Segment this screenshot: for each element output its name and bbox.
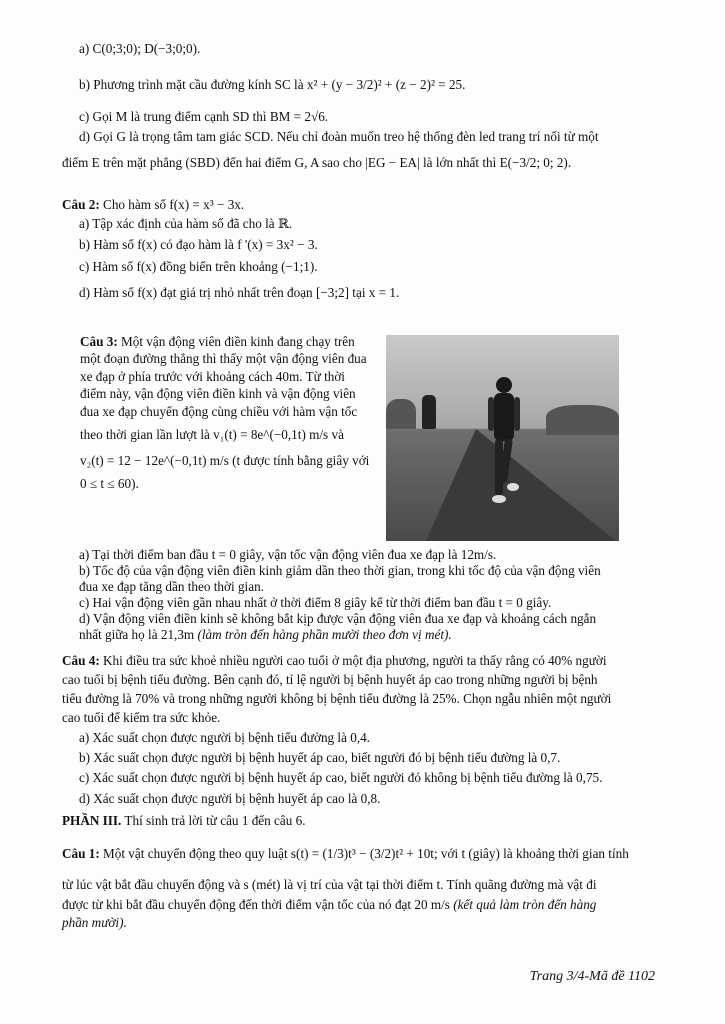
p3q1-line1: Câu 1: Một vật chuyển động theo quy luật s(t) = (1/3)t³ − (3/2)t² + 10t; với t (giây) là khoảng thời gian tính	[62, 846, 629, 861]
q3-stem	[80, 333, 385, 492]
q3-label: Câu 3:	[80, 334, 118, 349]
q1-option-b: b) Phương trình mặt cầu đường kính SC là x² + (y − 3/2)² + (z − 2)² = 25.	[79, 77, 466, 92]
q2-option-b: b) Hàm số f(x) có đạo hàm là f '(x) = 3x² − 3.	[79, 237, 318, 252]
page-footer: Trang 3/4-Mã đề 1102	[529, 969, 655, 984]
q2-option-d: d) Hàm số f(x) đạt giá trị nhỏ nhất trên đoạn [−3;2] tại x = 1.	[79, 285, 400, 300]
q4-option-d: d) Xác suất chọn được người bị bệnh huyết áp cao là 0,8.	[79, 791, 381, 806]
q3-option-d-line2: nhất giữa họ là 21,3m (làm tròn đến hàng phần mười theo đơn vị mét).	[79, 627, 452, 642]
runner-figure	[486, 375, 522, 515]
p3q1-line2: từ lúc vật bắt đầu chuyển động và s (mét) là vị trí của vật tại thời điểm t. Tính quãng đường mà vật đi	[62, 877, 597, 892]
q3-stem-line2: một đoạn đường thẳng thì thấy một vận động viên đua	[80, 351, 367, 367]
q4-option-c: c) Xác suất chọn được người bị bệnh huyết áp cao, biết người đó không bị bệnh tiểu đường là 0,75.	[79, 770, 603, 785]
q1-option-d-line2: điểm E trên mặt phẳng (SBD) đến hai điểm G, A sao cho |EG − EA| là lớn nhất thì E(−3/2; 0; 2).	[62, 155, 572, 170]
q4-stem-line4: cao tuổi để kiểm tra sức khỏe.	[62, 710, 221, 725]
q3-option-a: a) Tại thời điểm ban đầu t = 0 giây, vận tốc vận động viên đua xe đạp là 12m/s.	[79, 547, 497, 562]
q4-option-a: a) Xác suất chọn được người bị bệnh tiểu đường là 0,4.	[79, 730, 371, 745]
runner-cyclist-photo	[386, 335, 619, 541]
q2-label: Câu 2:	[62, 197, 100, 212]
p3q1-line4: phần mười).	[62, 915, 127, 930]
q4-stem-line1: Câu 4: Khi điều tra sức khoẻ nhiều người cao tuổi ở một địa phương, người ta thấy rằng có 40% người	[62, 653, 607, 668]
q1-option-c: c) Gọi M là trung điểm cạnh SD thì BM = 2√6.	[79, 109, 329, 124]
q4-stem-line3: tiểu đường là 70% và trong những người không bị bệnh tiểu đường là 25%. Chọn ngẫu nhiên một người	[62, 691, 612, 706]
q3-stem-line5: đua xe đạp chuyển động cùng chiều với hàm vận tốc	[80, 403, 358, 419]
q4-option-b: b) Xác suất chọn được người bị bệnh huyết áp cao, biết người đó bị bệnh tiểu đường là 0,7.	[79, 750, 561, 765]
q3-stem-line8: 0 ≤ t ≤ 60).	[80, 475, 139, 491]
q2-option-a: a) Tập xác định của hàm số đã cho là ℝ.	[79, 216, 293, 231]
q4-label: Câu 4:	[62, 653, 100, 668]
q2-heading	[62, 196, 674, 213]
q3-stem-line1: Câu 3: Một vận động viên điền kinh đang chạy trên	[80, 334, 355, 349]
q3-option-c: c) Hai vận động viên gần nhau nhất ở thời điểm 8 giây kể từ thời điểm ban đầu t = 0 giây.	[79, 595, 552, 610]
q3-stem-line7: v₂(t) = 12 − 12e^(−0,1t) m/s (t được tính bằng giây với	[80, 452, 370, 468]
cyclist-figure	[422, 395, 436, 429]
q3-stem-line4: điểm này, vận động viên điền kinh và vận động viên	[80, 386, 356, 402]
q3-stem-line6: theo thời gian lần lượt là v₁(t) = 8e^(−0,1t) m/s và	[80, 427, 344, 443]
q1-option-d-line1: d) Gọi G là trọng tâm tam giác SCD. Nếu chỉ đoàn muốn treo hệ thống đèn led trang trí nối từ một	[79, 129, 599, 144]
p3q1-label: Câu 1:	[62, 846, 100, 861]
tree-shape	[386, 399, 416, 429]
q1-option-a: a) C(0;3;0); D(−3;0;0).	[79, 41, 201, 56]
part3-title: PHẦN III.	[62, 813, 122, 828]
q4-stem-line2: cao tuổi bị bệnh tiểu đường. Bên cạnh đó, tỉ lệ người bị bệnh huyết áp cao trong những người bị bệnh	[62, 672, 598, 687]
q2-option-c: c) Hàm số f(x) đồng biến trên khoảng (−1;1).	[79, 259, 318, 274]
q2-stem: Cho hàm số f(x) = x³ − 3x.	[103, 197, 245, 212]
tree-shape	[546, 405, 619, 435]
q3-option-b-line2: đua xe đạp tăng dần theo thời gian.	[79, 579, 264, 594]
q3-stem-line3: xe đạp ở phía trước với khoảng cách 40m. Từ thời	[80, 368, 345, 384]
q3-option-d-line1: d) Vận động viên điền kinh sẽ không bắt kịp được vận động viên đua xe đạp và khoảng cách ngắn	[79, 611, 597, 626]
part3-heading: PHẦN III. Thí sinh trả lời từ câu 1 đến câu 6.	[62, 813, 306, 828]
p3q1-line3: được từ khi bắt đầu chuyển động đến thời điểm vận tốc của nó đạt 20 m/s (kết quả làm tròn đến hàng	[62, 897, 597, 912]
q3-option-b-line1: b) Tốc độ của vận động viên điền kinh giảm dần theo thời gian, trong khi tốc độ của vận động viên	[79, 563, 601, 578]
